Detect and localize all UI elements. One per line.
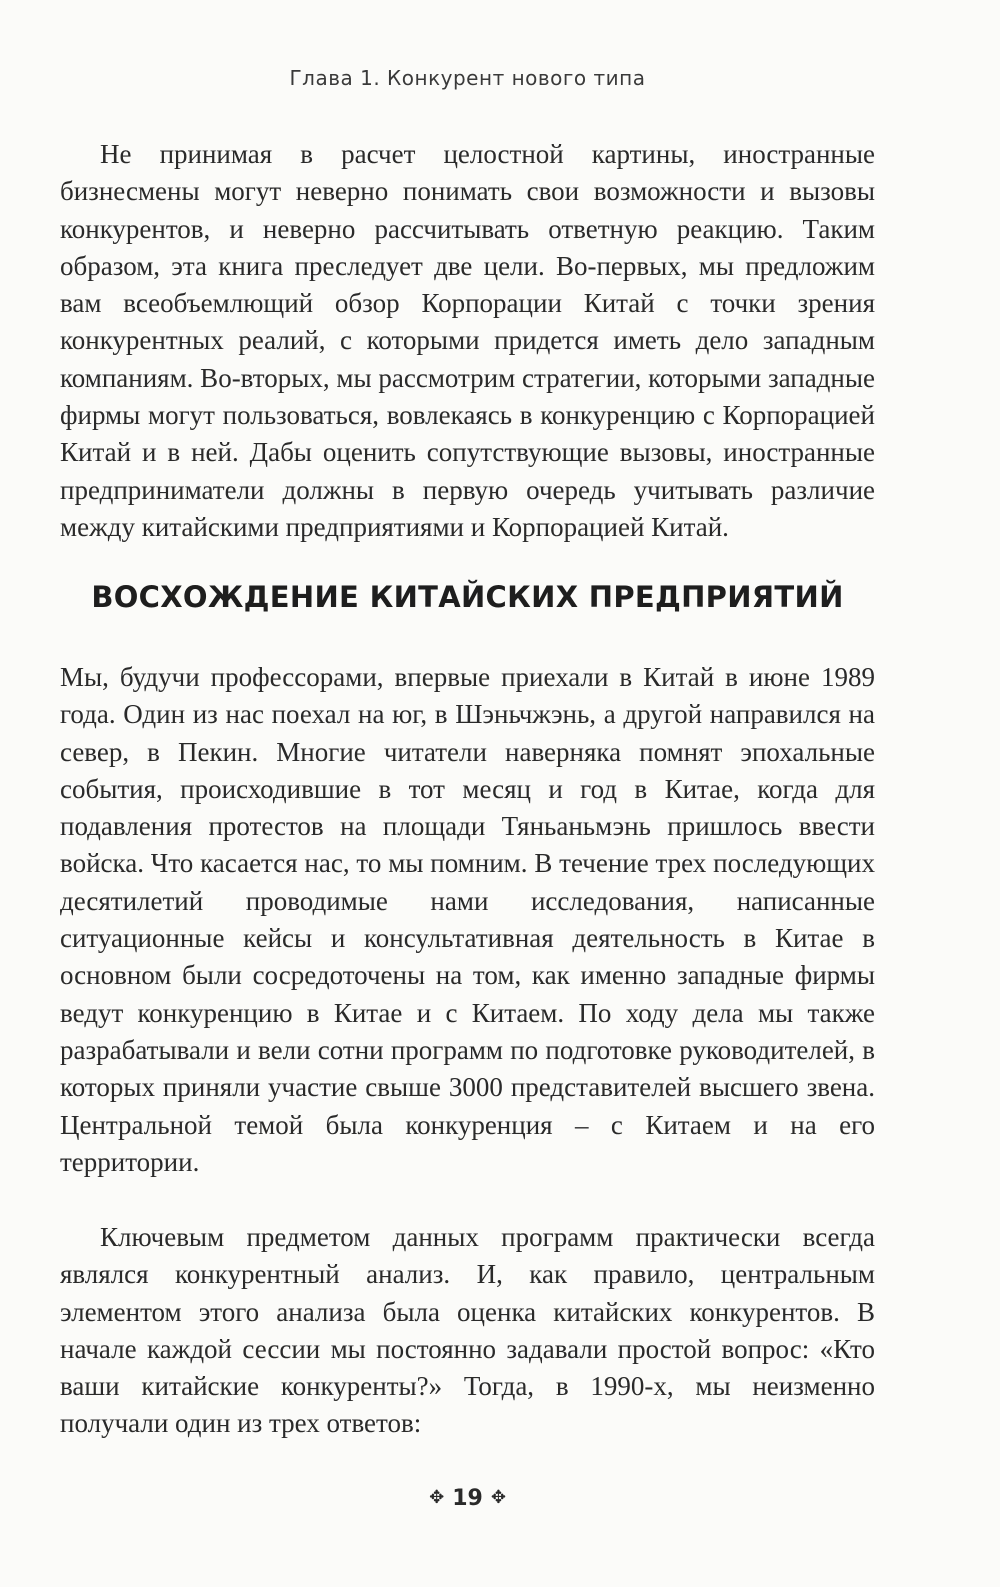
running-header: Глава 1. Конкурент нового типа xyxy=(289,66,646,90)
book-page xyxy=(60,0,875,1587)
paragraph-analysis: Ключевым предметом данных программ практически всегда являлся конкурентный анализ. И, как правило, центральным элементом этого анализа была оценка китайских конкурентов. В начале каждой сессии мы постоянно задавали простой вопрос: «Кто ваши китайские конкуренты?» Тогда, в 1990-х, мы неизменно получали один из трех ответов: xyxy=(60,1222,875,1439)
page-number: 19 xyxy=(452,1486,483,1511)
paragraph-intro: Не принимая в расчет целостной картины, иностранные бизнесмены могут неверно понимать свои возможности и вызовы конкурентов, и неверно рассчитывать ответную реакцию. Таким образом, эта книга преследует две цели. Во-первых, мы предложим вам всеобъемлющий обзор Корпорации Китай с точки зрения конкурентных реалий, с которыми придется иметь дело западным компаниям. Во-вторых, мы рассмотрим стратегии, которыми западные фирмы могут пользоваться, вовлекаясь в конкуренцию с Корпорацией Китай и в ней. Дабы оценить сопутствующие вызовы, иностранные предприниматели должны в первую очередь учитывать различие между китайскими предприятиями и Корпорацией Китай. xyxy=(60,139,875,542)
ornament-right-icon: ✥ xyxy=(490,1487,506,1508)
section-heading: ВОСХОЖДЕНИЕ КИТАЙСКИХ ПРЕДПРИЯТИЙ xyxy=(91,580,844,614)
paragraph-history: Мы, будучи профессорами, впервые приехали в Китай в июне 1989 года. Один из нас поехал на юг, в Шэньчжэнь, а другой направился на север, в Пекин. Многие читатели наверняка помнят эпохальные события, происходившие в тот месяц и год в Китае, когда для подавления протестов на площади Тяньаньмэнь пришлось ввести войска. Что касается нас, то мы помним. В течение трех последующих десятилетий проводимые нами исследования, написанные ситуационные кейсы и консультативная деятельность в Китае в основном были сосредоточены на том, как именно западные фирмы ведут конкуренцию в Китае и с Китаем. По ходу дела мы также разрабатывали и вели сотни программ по подготовке руководителей, в которых приняли участие свыше 3000 представителей высшего звена. Центральной темой была конкуренция – с Китаем и на его территории. xyxy=(60,662,875,1177)
ornament-left-icon: ✥ xyxy=(429,1487,445,1508)
page-footer xyxy=(60,1486,875,1511)
